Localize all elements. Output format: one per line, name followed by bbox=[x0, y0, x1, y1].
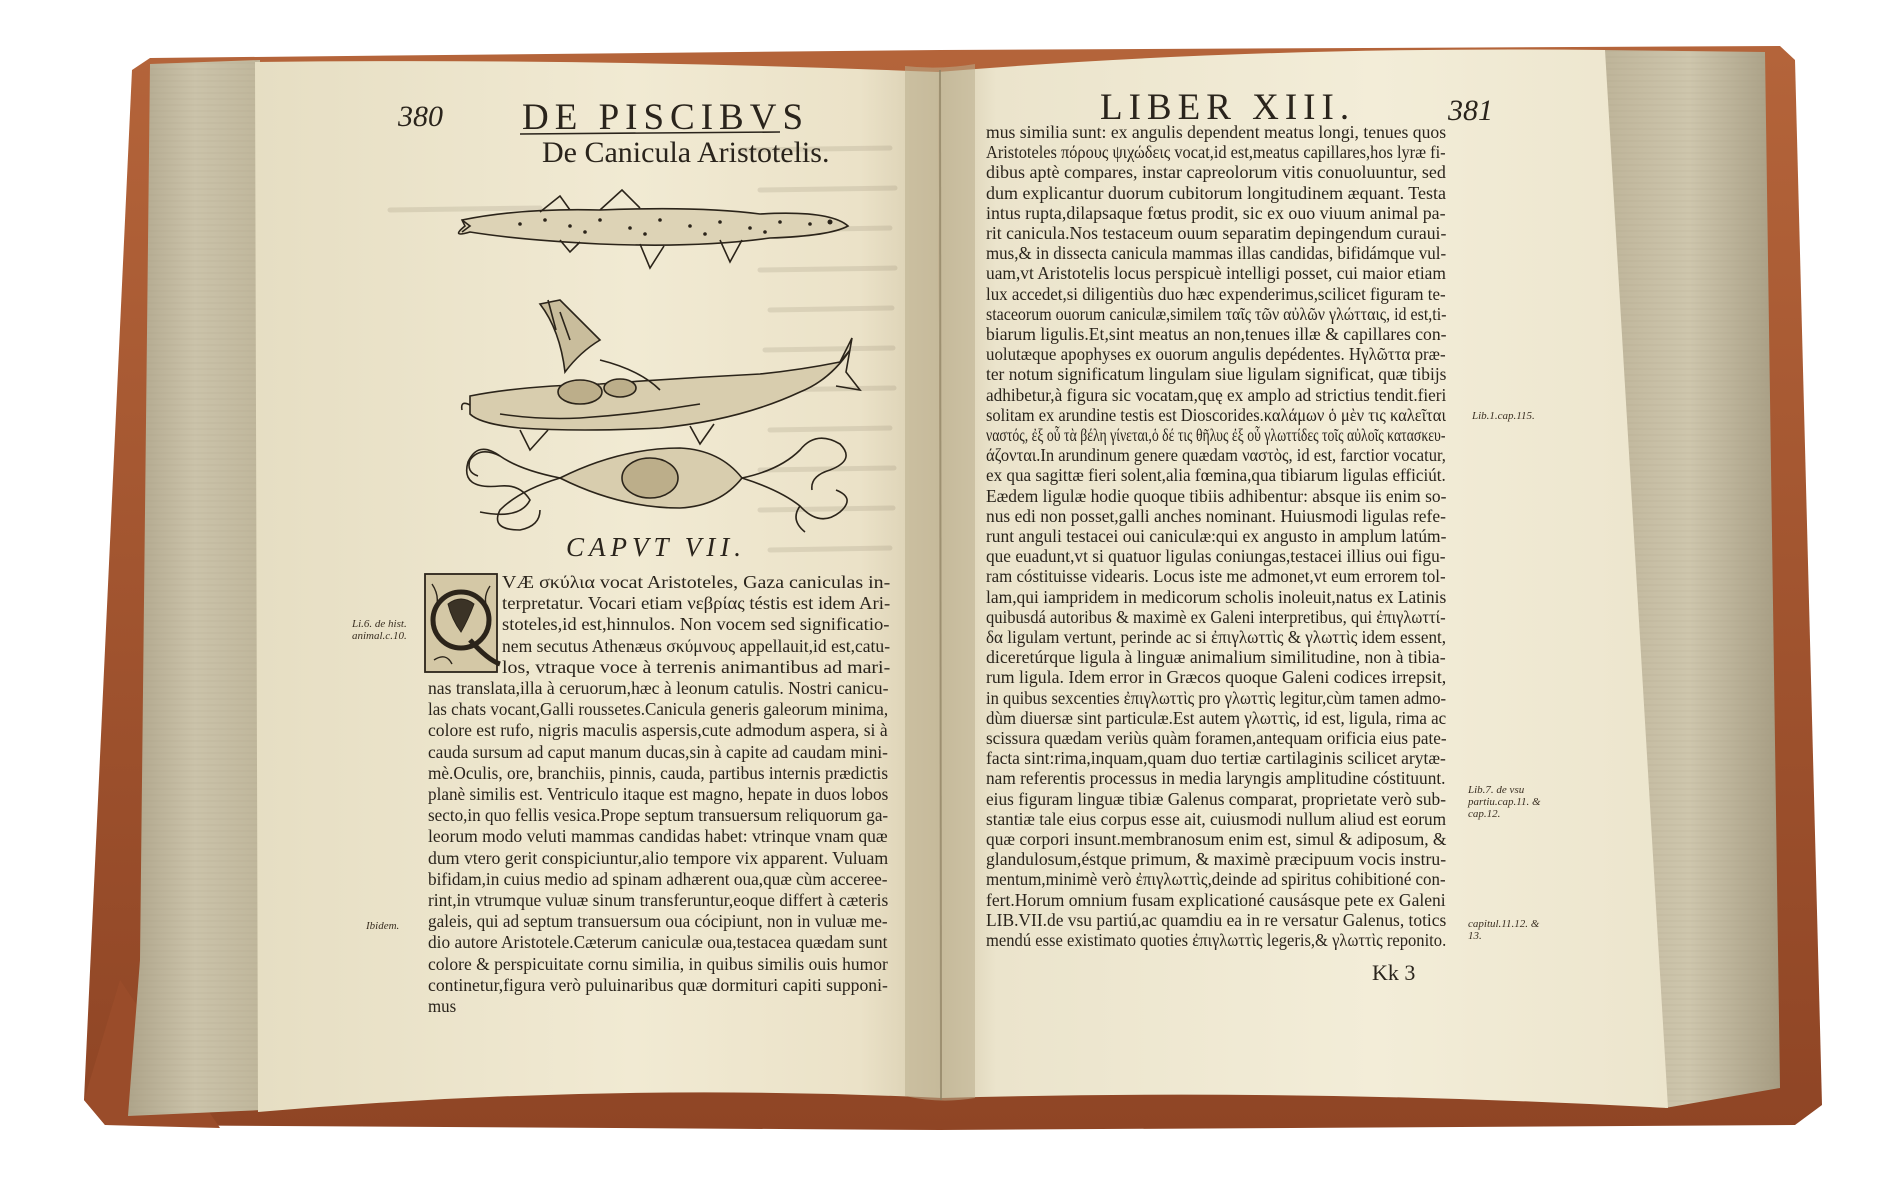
chapter-heading: CAPVT VII. bbox=[566, 532, 746, 562]
left-body-line: las chats vocant,Galli roussetes.Canicula generis galeorum minima, bbox=[428, 699, 889, 720]
right-body-line: facta sint:rima,inquam,quam duo tertiæ cartilaginis scilicet arytæ- bbox=[986, 748, 1446, 769]
left-margin-note-1: Li.6. de hist. animal.c.10. bbox=[352, 618, 407, 642]
left-body-line: continetur,figura verò puluinaribus quæ dormituri capiti supponi- bbox=[428, 974, 888, 995]
right-body-line: ter notum significatum lingulam siue ligulam significat, quæ tibijs bbox=[986, 364, 1447, 385]
right-body-line: ναστός, ἐξ οὗ τὰ βέλη γίνεται,ὁ δέ τις θῆλυς ἐξ οὗ γλωττίδες τοῖς αὐλοῖς κατασκευ- bbox=[986, 425, 1446, 445]
right-body-line: nus edi non posset,galli anches nominant. Huiusmodi ligulas refe- bbox=[986, 505, 1446, 526]
right-margin-note-2: Lib.7. de vsu partiu.cap.11. & cap.12. bbox=[1468, 784, 1541, 820]
right-body-line: quibusdá autoribus & maximè ex Galeni interpretibus, qui ἐπιγλωττί- bbox=[986, 606, 1446, 627]
right-body-line: runt anguli testacei oui caniculæ:qui ex angusto in amplum latúm- bbox=[986, 526, 1447, 546]
right-body-line: mus similia sunt: ex angulis dependent meatus longi, tenues quos bbox=[986, 122, 1447, 142]
left-body-line: rint,in vtrumque vuluæ sinum transferuntur,eoque differt à cæteris bbox=[428, 890, 889, 910]
right-body-line: LIB.VII.de vsu partiú,ac quamdiu ea in re versatur Galenus, totics bbox=[986, 909, 1447, 930]
right-body-line: Aristoteles πόρους ψιχώδεις vocat,id est,meatus capillares,hos lyræ fi- bbox=[986, 142, 1446, 163]
left-body-line: cauda sursum ad caput manum ducas,sin à capite ad caudam mini- bbox=[428, 741, 888, 762]
left-running-head: DE PISCIBVS bbox=[522, 97, 810, 138]
right-body-line: solitam ex arundine testis est Dioscorides.καλάμων ὁ μὲν τις καλεῖται bbox=[986, 404, 1446, 425]
left-body-line: terpretatur. Vocari etiam νεβρίας téstis est idem Ari- bbox=[502, 593, 891, 614]
left-subheading: De Canicula Aristotelis. bbox=[542, 136, 830, 169]
left-body-line: galeis, qui ad septum transuersum oua cócipiunt, non in vuluæ me- bbox=[428, 911, 888, 932]
right-body-line: lam,qui iampridem in medicorum scholis inoleuit,natus ex Latinis bbox=[986, 586, 1447, 607]
right-body-line: Eædem ligulæ hodie quoque tibiis adhibentur: absque iis enim so- bbox=[986, 485, 1447, 506]
right-body-line: quæ corpori insunt.membranosum enim est, simul & adiposum, & bbox=[986, 829, 1447, 849]
right-running-head: LIBER XIII. bbox=[1100, 87, 1356, 128]
right-body-line: rum ligula. Idem error in Græcos quoque Galeni codices irrepsit, bbox=[986, 667, 1447, 688]
right-body-line: intus rupta,dilapsaque fœtus prodit, sic ex ouo viuum animal pa- bbox=[986, 202, 1446, 223]
right-body-line: dum explicantur duorum cubitorum longitudinem æquant. Testa bbox=[986, 182, 1447, 203]
right-body-line: lux accedet,si diligentiùs duo hæc expenderimus,scilicet figuram te- bbox=[986, 283, 1446, 304]
right-body-line: glandulosum,éstque primum, & maximè præcipuum vocis instru- bbox=[986, 849, 1447, 870]
right-body-line: rit canicula.Nos testaceum ouum separatim depingendum curaui- bbox=[986, 223, 1447, 243]
right-body-line: diceretúrque ligula à linguæ animalium similitudine, non à tibia- bbox=[986, 647, 1446, 668]
left-body-line: los, vtraque voce à terrenis animantibus ad mari- bbox=[502, 656, 891, 677]
right-body-line: uolutæque apophyses ex ouorum angulis depédentes. Ηγλῶττα præ- bbox=[986, 344, 1446, 365]
right-body-line: δα ligulam vertunt, perinde ac si ἐπιγλωττὶς & γλωττὶς idem essent, bbox=[986, 627, 1446, 647]
left-body-line: planè similis est. Ventriculo itaque est magno, hepate in duos lobos bbox=[428, 784, 889, 804]
left-body-line: colore est rufo, nigris maculis aspersis,cute admodum aspera, si à bbox=[428, 720, 888, 741]
left-body-line: mè.Oculis, ore, branchiis, pinnis, cauda, partibus internis prædictis bbox=[428, 762, 889, 783]
left-body-line: stoteles,id est,hinnulos. Non vocem sed significatio- bbox=[502, 614, 890, 635]
right-body-line: nam referentis processus in media laryngis amplitudine cóstituunt. bbox=[986, 768, 1446, 789]
right-page-number: 381 bbox=[1448, 94, 1493, 127]
left-body-line: dum vtero gerit conspiciuntur,alio tempore vix apparent. Vuluam bbox=[428, 847, 889, 868]
signature-mark: Kk 3 bbox=[1372, 960, 1416, 985]
right-body-line: dibus aptè compares, instar capreolorum vitis conuoluuntur, sed bbox=[986, 162, 1446, 183]
right-body-line: uam,vt Aristotelis locus perspicuè intelligi posset, cui maior etiam bbox=[986, 263, 1446, 284]
left-body-line: VÆ σκύλια vocat Aristoteles, Gaza caniculas in- bbox=[502, 572, 891, 592]
right-body-line: dùm diuersæ sint particulæ.Est autem γλωττὶς, id est, ligula, rima ac bbox=[986, 707, 1447, 728]
right-body-line: mentum,minimè verò ἐπιγλωττὶς,deinde ad spiritus cohibitioné con- bbox=[986, 869, 1446, 890]
right-body-line: adhibetur,à figura sic vocatam,quę ex amplo ad strictius tendit.fieri bbox=[986, 384, 1447, 405]
right-body-line: ex qua sagittæ fieri solent,alia fœmina,qua tibiarum ligulas efficiút. bbox=[986, 465, 1446, 486]
left-page-number: 380 bbox=[398, 100, 443, 133]
right-body-line: mus,& in dissecta canicula mammas illas candidas, bifidámque vul- bbox=[986, 243, 1447, 264]
right-body-line: scissura quædam veriùs quàm foramen,antequam orificia eius pate- bbox=[986, 728, 1447, 748]
left-body-line: secto,in quo fellis vesica.Prope septum transuersum reliquorum ga- bbox=[428, 805, 889, 826]
right-margin-note-3: capitul.11.12. & 13. bbox=[1468, 918, 1540, 942]
right-body-line: mendú esse existimato quoties ἐπιγλωττὶς legeris,& γλωττὶς reponito. bbox=[986, 930, 1447, 950]
right-body-line: άζονται.In arundinum genere quædam ναστὸς, id est, farctior vocatur, bbox=[986, 445, 1446, 466]
right-body-line: in quibus sexcenties ἐπιγλωττὶς pro γλωττὶς legitur,cùm tamen admo- bbox=[986, 687, 1447, 708]
right-body-line: que euadunt,vt si quatuor ligulas coniungas,testacei illius oui figu- bbox=[986, 546, 1446, 567]
right-body-line: eius figuram linguæ tibiæ Galenus comparat, proprietate verò sub- bbox=[986, 788, 1446, 809]
left-margin-note-2: Ibidem. bbox=[366, 920, 400, 932]
left-body-line: colore & perspicuitate cornu similia, in quibus similis ouis humor bbox=[428, 953, 888, 974]
left-body-line: nas translata,illa à ceruorum,hæc à leonum catulis. Nostri canicu- bbox=[428, 678, 889, 698]
left-body-line: leorum modo veluti mammas candidas habet: vtrinque vnam quæ bbox=[428, 826, 888, 847]
right-margin-note-1: Lib.1.cap.115. bbox=[1472, 410, 1535, 422]
right-body-line: stantiæ tale eius corpus esse ait, cuiusmodi nullum aliud est eorum bbox=[986, 808, 1447, 829]
left-body-line: dio autore Aristotele.Cæterum caniculæ oua,testacea quædam sunt bbox=[428, 932, 888, 953]
left-body-line: mus bbox=[428, 996, 457, 1016]
right-body-line: fert.Horum omnium fusam explicationé causásque pete ex Galeni bbox=[986, 889, 1446, 910]
right-body-line: ram cóstituisse videaris. Locus iste me admonet,vt eum errorem tol- bbox=[986, 566, 1446, 587]
decorated-initial-q bbox=[425, 574, 500, 672]
left-body-line: nem secutus Athenæus σκύμνους appellauit,id est,catu- bbox=[502, 635, 891, 656]
right-body-line: biarum ligulis.Et,sint meatus an non,tenues illæ & capillares con- bbox=[986, 324, 1447, 344]
left-body-line: bifidam,in cuius medio ad spinam adhærent oua,quæ cùm acceree- bbox=[428, 868, 888, 889]
right-body-line: staceorum ouorum caniculæ,similem ταῖς τῶν αὐλῶν γλώτταις, id est,ti- bbox=[986, 303, 1447, 324]
